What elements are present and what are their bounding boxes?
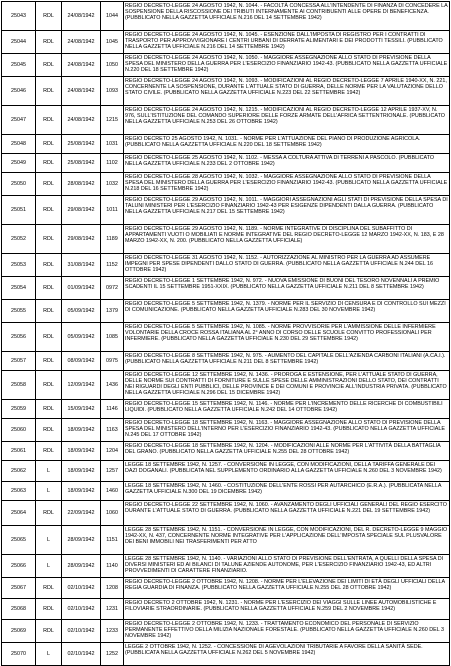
table-row xyxy=(2,106,450,135)
table-row xyxy=(2,135,450,154)
act-date-cell: 05/09/1942 xyxy=(62,323,101,352)
act-date-cell: 28/08/1942 xyxy=(62,173,101,196)
record-id-cell: 25062 xyxy=(2,461,36,482)
legislation-table-body xyxy=(2,2,450,666)
act-description-cell: REGIO DECRETO-LEGGE 24 AGOSTO 1942, N. 1045. - ESENZIONE DALL'IMPOSTA DI REGISTRO PER I CONTRATTI DI TRASPORTO PER APPROVVIGIONARE I CENTRI URBANI DI DERRATE ALIMENTARI E DEI PRODOTTI TESSILI. (PUBBLICATO NELLA GAZZETTA UFFICIALE N.216 DEL 14 SETTEMBRE 1942) xyxy=(124,31,450,54)
record-id-cell: 25063 xyxy=(2,482,36,501)
act-number-cell: 1460 xyxy=(101,482,124,501)
record-id-cell: 25054 xyxy=(2,277,36,300)
table-row xyxy=(2,254,450,277)
record-id-cell: 25049 xyxy=(2,154,36,173)
act-type-cell: RDL xyxy=(36,2,62,31)
table-row xyxy=(2,323,450,352)
record-id-cell: 25065 xyxy=(2,526,36,555)
act-number-cell: 1252 xyxy=(101,643,124,666)
act-number-cell: 1093 xyxy=(101,77,124,106)
act-date-cell: 29/08/1942 xyxy=(62,225,101,254)
table-row xyxy=(2,578,450,599)
act-number-cell: 1208 xyxy=(101,578,124,599)
act-description-cell: LEGGE 28 SETTEMBRE 1942, N. 1140. - VARIAZIONI ALLO STATO DI PREVISIONE DELL'ENTRATA, A QUELLI DELLA SPESA DI DIVERSI MINISTERI ED AI BILANCI DI TALUNE AZIENDE AUTONOME, PER L'ESERCIZIO FINANZIARIO 1942-43, ED ALTRI PROVVEDIMENTI DI CARATTERE FINANZIARIO. xyxy=(124,555,450,578)
act-description-cell: REGIO DECRETO-LEGGE 24 AGOSTO 1942, N. 1044. - FACOLTÀ CONCESSA ALL'INTENDENTE DI FINANZA DI CONCEDERE LA SOSPENSIONE DELLA RISCOSSIONE DEI TRIBUTI INTERNAMENTE AI CONTRIBUENTI ALLE OPERE DI BENEFICENZA. (PUBBLICATO NELLA GAZZETTA UFFICIALE N.216 DEL 14 SETTEMBRE 1942) xyxy=(124,2,450,31)
act-number-cell: 1060 xyxy=(101,501,124,526)
act-type-cell: RDL xyxy=(36,173,62,196)
act-date-cell: 05/09/1942 xyxy=(62,300,101,323)
act-date-cell: 02/10/1942 xyxy=(62,599,101,620)
act-type-cell: RDL xyxy=(36,135,62,154)
record-id-cell: 25045 xyxy=(2,54,36,77)
table-row xyxy=(2,77,450,106)
record-id-cell: 25059 xyxy=(2,400,36,419)
act-number-cell: 1231 xyxy=(101,599,124,620)
act-number-cell: 1436 xyxy=(101,371,124,400)
table-row xyxy=(2,196,450,225)
legislation-table xyxy=(1,1,450,666)
act-number-cell: 1102 xyxy=(101,154,124,173)
act-description-cell: REGIO DECRETO-LEGGE 2 OTTOBRE 1942, N. 1208. - NORME PER L'ELEVAZIONE DEI LIMITI DI ETÀ DEGLI UFFICIALI DELLA REGIA GUARDIA DI FINANZA. (PUBBLICATO NELLA GAZZETTA UFFICIALE N.255 DEL 28 OTTOBRE 1942) xyxy=(124,578,450,599)
act-date-cell: 02/10/1942 xyxy=(62,620,101,643)
record-id-cell: 25051 xyxy=(2,196,36,225)
act-description-cell: REGIO DECRETO-LEGGE 24 AGOSTO 1942, N. 1215. - MODIFICAZIONI AL REGIO DECRETO-LEGGE 12 APRILE 1937-XV, N. 976, SULL'ISTITUZIONE DEL COMANDO SUPERIORE DELLE FORZE ARMATE DELL'AFRICA SETTENTRIONALE. (PUBBLICATO NELLA GAZZETTA UFFICIALE N.253 DEL 26 OTTOBRE 1942) xyxy=(124,106,450,135)
record-id-cell: 25061 xyxy=(2,442,36,461)
act-date-cell: 29/08/1942 xyxy=(62,196,101,225)
act-number-cell: 1044 xyxy=(101,2,124,31)
act-type-cell: RDL xyxy=(36,323,62,352)
act-type-cell: L xyxy=(36,526,62,555)
act-type-cell: RDL xyxy=(36,225,62,254)
act-description-cell: REGIO DECRETO-LEGGE 29 AGOSTO 1942, N. 1011. - MAGGIORI ASSEGNAZIONI AGLI STATI DI PREVISIONE DELLA SPESA DI TALUNI MINISTERI PER L'ESERCIZIO FINANZIARIO 1942-43 PER ESIGENZE DIPENDENTI DALLA GUERRA. (PUBBLICATO NELLA GAZZETTA UFFICIALE N.217 DEL 15 SETTEMBRE 1942) xyxy=(124,196,450,225)
act-date-cell: 24/08/1942 xyxy=(62,77,101,106)
record-id-cell: 25053 xyxy=(2,254,36,277)
act-date-cell: 02/10/1942 xyxy=(62,578,101,599)
record-id-cell: 25052 xyxy=(2,225,36,254)
act-number-cell: 1152 xyxy=(101,254,124,277)
act-type-cell: L xyxy=(36,643,62,666)
act-date-cell: 08/09/1942 xyxy=(62,352,101,371)
act-number-cell: 1146 xyxy=(101,400,124,419)
act-number-cell: 1163 xyxy=(101,419,124,442)
act-description-cell: REGIO DECRETO-LEGGE 5 SETTEMBRE 1942, N. 1379. - NORME PER IL SERVIZIO DI CENSURA E DI CONTROLLO SUI MEZZI DI COMUNICAZIONE. (PUBBLICATO NELLA GAZZETTA UFFICIALE N.283 DEL 30 NOVEMBRE 1942) xyxy=(124,300,450,323)
record-id-cell: 25043 xyxy=(2,2,36,31)
act-description-cell: REGIO DECRETO-LEGGE 5 SETTEMBRE 1942, N. 1085. - NORME PROVVISORIE PER L'AMMISSIONE DELLE INFERMIERE VOLONTARIE DELLA CROCE ROSSA ITALIANA AL 2° ANNO DI CORSO DELLE SCUOLE CONVITTO PROFESSIONALI PER INFERMIERE. (PUBBLICATO NELLA GAZZETTA UFFICIALE N.230 DEL 29 SETTEMBRE 1942) xyxy=(124,323,450,352)
act-date-cell: 24/08/1942 xyxy=(62,2,101,31)
act-description-cell: REGIO DECRETO-LEGGE 22 SETTEMBRE 1942, N. 1060. - AVANZAMENTO DEGLI UFFICIALI GENERALI DEL REGIO ESERCITO DURANTE L'ATTUALE STATO DI GUERRA. (PUBBLICATO NELLA GAZZETTA UFFICIALE N.221 DEL 19 SETTEMBRE 1942) xyxy=(124,501,450,526)
act-number-cell: 1189 xyxy=(101,225,124,254)
act-type-cell: RDL xyxy=(36,620,62,643)
act-type-cell: RDL xyxy=(36,154,62,173)
act-type-cell: RDL xyxy=(36,300,62,323)
act-number-cell: 1045 xyxy=(101,31,124,54)
record-id-cell: 25047 xyxy=(2,106,36,135)
record-id-cell: 25057 xyxy=(2,352,36,371)
record-id-cell: 25066 xyxy=(2,555,36,578)
act-description-cell: LEGGE 18 SETTEMBRE 1942, N. 1257. - CONVERSIONE IN LEGGE, CON MODIFICAZIONI, DELLA TARIFFA GENERALE DEI DAZI DOGANALI. (PUBBLICATA NEL SUPPLEMENTO ORDINARIO ALLA GAZZETTA UFFICIALE N.260 DEL 3 NOVEMBRE 1942) xyxy=(124,461,450,482)
act-number-cell: 1140 xyxy=(101,555,124,578)
record-id-cell: 25060 xyxy=(2,419,36,442)
act-description-cell: REGIO DECRETO-LEGGE 18 SETTEMBRE 1942, N. 1204. - MODIFICAZIONI ALLE NORME PER L'ATTIVITÀ DELLA BATTAGLIA DEL GRANO. (PUBBLICATO NELLA GAZZETTA UFFICIALE N.255 DEL 28 OTTOBRE 1942) xyxy=(124,442,450,461)
table-row xyxy=(2,461,450,482)
act-type-cell: RDL xyxy=(36,371,62,400)
act-number-cell: 0972 xyxy=(101,277,124,300)
act-number-cell: 1085 xyxy=(101,323,124,352)
act-date-cell: 22/09/1942 xyxy=(62,501,101,526)
record-id-cell: 25046 xyxy=(2,77,36,106)
act-date-cell: 28/09/1942 xyxy=(62,526,101,555)
act-description-cell: REGIO DECRETO-LEGGE 29 AGOSTO 1942, N. 1189. - NORME INTEGRATIVE DI DISCIPLINA DEL SUBAFFITTO DI APPARTAMENTI VUOTI O MOBILIATI E NORME INTEGRATIVE DEL REGIO DECRETO-LEGGE 12 MARZO 1942-XX, N. 183, E 28 MARZO 1942-XX, N. 200. (PUBBLICATO NELLA GAZZETTA UFFICIALE) xyxy=(124,225,450,254)
act-type-cell: RDL xyxy=(36,599,62,620)
act-description-cell: REGIO DECRETO-LEGGE 25 AGOSTO 1942, N. 1102. - MESSA A COLTURA ATTIVA DI TERRENI A PASCOLO. (PUBBLICATO NELLA GAZZETTA UFFICIALE N.233 DEL 2 OTTOBRE 1942) xyxy=(124,154,450,173)
record-id-cell: 25064 xyxy=(2,501,36,526)
table-row xyxy=(2,501,450,526)
table-row xyxy=(2,482,450,501)
act-type-cell: RDL xyxy=(36,31,62,54)
record-id-cell: 25070 xyxy=(2,643,36,666)
record-id-cell: 25069 xyxy=(2,620,36,643)
act-number-cell: 1032 xyxy=(101,173,124,196)
act-type-cell: L xyxy=(36,555,62,578)
act-type-cell: RDL xyxy=(36,578,62,599)
record-id-cell: 25056 xyxy=(2,323,36,352)
record-id-cell: 25058 xyxy=(2,371,36,400)
table-row xyxy=(2,371,450,400)
act-number-cell: 1050 xyxy=(101,54,124,77)
act-description-cell: REGIO DECRETO 25 AGOSTO 1942, N. 1031. - NORME PER L'ATTUAZIONE DEL PIANO DI PRODUZIONE AGRICOLA. (PUBBLICATO NELLA GAZZETTA UFFICIALE N.220 DEL 18 SETTEMBRE 1942) xyxy=(124,135,450,154)
table-row xyxy=(2,54,450,77)
record-id-cell: 25068 xyxy=(2,599,36,620)
act-description-cell: REGIO DECRETO-LEGGE 15 SETTEMBRE 1942, N. 1146. - NORME PER L'INCREMENTO DELLE RICERCHE DI COMBUSTIBILI LIQUIDI. (PUBBLICATO NELLA GAZZETTA UFFICIALE N.242 DEL 14 OTTOBRE 1942) xyxy=(124,400,450,419)
act-description-cell: REGIO DECRETO-LEGGE 31 AGOSTO 1942, N. 1152. - AUTORIZZAZIONE AL MINISTRO PER LA GUERRA AD ASSUMERE IMPEGNI PER SPESE DIPENDENTI DALLO STATO DI GUERRA. (PUBBLICATO NELLA GAZZETTA UFFICIALE N.244 DEL 16 OTTOBRE 1942) xyxy=(124,254,450,277)
record-id-cell: 25048 xyxy=(2,135,36,154)
act-number-cell: 1011 xyxy=(101,196,124,225)
table-row xyxy=(2,2,450,31)
act-date-cell: 25/08/1942 xyxy=(62,154,101,173)
act-date-cell: 18/09/1942 xyxy=(62,461,101,482)
table-row xyxy=(2,526,450,555)
act-date-cell: 24/08/1942 xyxy=(62,106,101,135)
act-type-cell: RDL xyxy=(36,501,62,526)
act-date-cell: 18/09/1942 xyxy=(62,482,101,501)
act-number-cell: 1031 xyxy=(101,135,124,154)
act-description-cell: REGIO DECRETO-LEGGE 24 AGOSTO 1942, N. 1050. - MAGGIORE ASSEGNAZIONE ALLO STATO DI PREVISIONE DELLA SPESA DEL MINISTERO DELLA GUERRA PER L'ESERCIZIO FINANZIARIO 1942-43. (PUBBLICATO NELLA GAZZETTA UFFICIALE N.220 DEL 18 SETTEMBRE 1942) xyxy=(124,54,450,77)
act-type-cell: RDL xyxy=(36,400,62,419)
act-date-cell: 15/09/1942 xyxy=(62,400,101,419)
record-id-cell: 25067 xyxy=(2,578,36,599)
act-type-cell: RDL xyxy=(36,277,62,300)
act-number-cell: 1257 xyxy=(101,461,124,482)
act-number-cell: 1151 xyxy=(101,526,124,555)
act-description-cell: REGIO DECRETO-LEGGE 8 SETTEMBRE 1942, N. 975. - AUMENTO DEL CAPITALE DELL'AZIENDA CARBONI ITALIANI (A.CA.I.). (PUBBLICATO NELLA GAZZETTA UFFICIALE N.211 DEL 8 SETTEMBRE 1942) xyxy=(124,352,450,371)
table-row xyxy=(2,643,450,666)
table-row xyxy=(2,400,450,419)
act-number-cell: 1379 xyxy=(101,300,124,323)
table-row xyxy=(2,419,450,442)
act-date-cell: 02/10/1942 xyxy=(62,643,101,666)
record-id-cell: 25044 xyxy=(2,31,36,54)
act-number-cell: 1204 xyxy=(101,442,124,461)
act-type-cell: L xyxy=(36,461,62,482)
act-date-cell: 24/08/1942 xyxy=(62,31,101,54)
table-row xyxy=(2,31,450,54)
table-row xyxy=(2,173,450,196)
act-type-cell: RDL xyxy=(36,106,62,135)
act-number-cell: 1215 xyxy=(101,106,124,135)
table-row xyxy=(2,352,450,371)
act-type-cell: L xyxy=(36,482,62,501)
record-id-cell: 25055 xyxy=(2,300,36,323)
act-date-cell: 31/08/1942 xyxy=(62,254,101,277)
act-description-cell: REGIO DECRETO-LEGGE 28 AGOSTO 1942, N. 1032. - MAGGIORE ASSEGNAZIONE ALLO STATO DI PREVISIONE DELLA SPESA DEL MINISTERO DELLA GUERRA PER L'ESERCIZIO FINANZIARIO 1942-43. (PUBBLICATO NELLA GAZZETTA UFFICIALE N.218 DEL 16 SETTEMBRE 1942) xyxy=(124,173,450,196)
act-date-cell: 24/08/1942 xyxy=(62,54,101,77)
act-description-cell: LEGGE 18 SETTEMBRE 1942, N. 1460. - COSTITUZIONE DELL'ENTE ROSSI PER AUTARCHICO (E.R.A.). (PUBBLICATA NELLA GAZZETTA UFFICIALE N.300 DEL 19 DICEMBRE 1942) xyxy=(124,482,450,501)
record-id-cell: 25050 xyxy=(2,173,36,196)
act-date-cell: 18/09/1942 xyxy=(62,419,101,442)
act-description-cell: LEGGE 28 SETTEMBRE 1942, N. 1151. - CONVERSIONE IN LEGGE, CON MODIFICAZIONI, DEL R. DECRETO-LEGGE 9 MAGGIO 1942-XX, N. 437, CONCERNENTE NORME INTEGRATIVE PER L'APPLICAZIONE DELL'IMPOSTA SPECIALE SUL PLUSVALORE DEI BENI IMMOBILI NEI TRASFERIMENTI PER ATTO xyxy=(124,526,450,555)
table-row xyxy=(2,154,450,173)
act-type-cell: RDL xyxy=(36,77,62,106)
table-row xyxy=(2,620,450,643)
act-type-cell: RDL xyxy=(36,442,62,461)
act-type-cell: RDL xyxy=(36,196,62,225)
act-date-cell: 01/09/1942 xyxy=(62,277,101,300)
act-description-cell: LEGGE 2 OTTOBRE 1942, N. 1252. - CONCESSIONE DI AGEVOLAZIONI TRIBUTARIE A FAVORE DELLA SANITÀ SEDE. (PUBBLICATA NELLA GAZZETTA UFFICIALE N.262 DEL 5 NOVEMBRE 1942) xyxy=(124,643,450,666)
table-row xyxy=(2,555,450,578)
act-description-cell: REGIO DECRETO-LEGGE 2 OTTOBRE 1942, N. 1233. - TRATTAMENTO ECONOMICO DEL PERSONALE DI SERVIZIO PERMANENTE EFFETTIVO DELLA MILIZIA NAZIONALE FORESTALE. (PUBBLICATO NELLA GAZZETTA UFFICIALE N.260 DEL 3 NOVEMBRE 1942) xyxy=(124,620,450,643)
act-date-cell: 12/09/1942 xyxy=(62,371,101,400)
act-type-cell: RDL xyxy=(36,54,62,77)
act-description-cell: REGIO DECRETO-LEGGE 1 SETTEMBRE 1942, N. 972. - NUOVA EMISSIONE DI BUONI DEL TESORO NOVENNALI A PREMIO SCADENTI IL 15 SETTEMBRE 1951-XXIX. (PUBBLICATO NELLA GAZZETTA UFFICIALE N.211 DEL 8 SETTEMBRE 1942) xyxy=(124,277,450,300)
act-number-cell: 0975 xyxy=(101,352,124,371)
act-date-cell: 28/09/1942 xyxy=(62,555,101,578)
table-row xyxy=(2,277,450,300)
act-date-cell: 25/08/1942 xyxy=(62,135,101,154)
act-type-cell: RDL xyxy=(36,419,62,442)
table-row xyxy=(2,300,450,323)
act-number-cell: 1233 xyxy=(101,620,124,643)
table-row xyxy=(2,225,450,254)
table-row xyxy=(2,599,450,620)
act-description-cell: REGIO DECRETO 2 OTTOBRE 1942, N. 1231. - NORME PER L'ESERCIZIO DEI VIAGGI SULLE LINEE AUTOMOBILISTICHE E FILOVIARIE STRAORDINARIE. (PUBBLICATO NELLA GAZZETTA UFFICIALE N.259 DEL 2 NOVEMBRE 1942) xyxy=(124,599,450,620)
act-type-cell: RDL xyxy=(36,352,62,371)
table-row xyxy=(2,442,450,461)
act-date-cell: 18/09/1942 xyxy=(62,442,101,461)
act-description-cell: REGIO DECRETO-LEGGE 24 AGOSTO 1942, N. 1093. - MODIFICAZIONI AL REGIO DECRETO-LEGGE 7 APRILE 1940-XX, N. 221, CONCERNENTE LA SOSPENSIONE, DURANTE L'ATTUALE STATO DI GUERRA, DELLE NORME PER LA VALUTAZIONE DELLO STATO CIVILE. (PUBBLICATO NELLA GAZZETTA UFFICIALE N.223 DEL 22 SETTEMBRE 1942) xyxy=(124,77,450,106)
act-description-cell: REGIO DECRETO-LEGGE 18 SETTEMBRE 1942, N. 1163. - MAGGIORE ASSEGNAZIONE ALLO STATO DI PREVISIONE DELLA SPESA DEL MINISTERO DELL'INTERNO PER L'ESERCIZIO FINANZIARIO 1942-43. (PUBBLICATO NELLA GAZZETTA UFFICIALE N.245 DEL 17 OTTOBRE 1942) xyxy=(124,419,450,442)
act-type-cell: RDL xyxy=(36,254,62,277)
act-description-cell: REGIO DECRETO-LEGGE 12 SETTEMBRE 1942, N. 1436. - PROROGA E ESTENSIONE, PER L'ATTUALE STATO DI GUERRA, DELLE NORME SUI CONTRATTI DI FORNITURE E SULLE SPESE DELLE AMMINISTRAZIONI DELLO STATO, DEI CONTRATTI NEI RIGUARDI DEGLI ENTI PUBBLICI, DELLE PROVINCE E DEI COMUNI E PROVINCIE ALL'INDUSTRIA PRIVATA. (PUBBLICATO NELLA GAZZETTA UFFICIALE N.296 DEL 15 DICEMBRE 1942) xyxy=(124,371,450,400)
